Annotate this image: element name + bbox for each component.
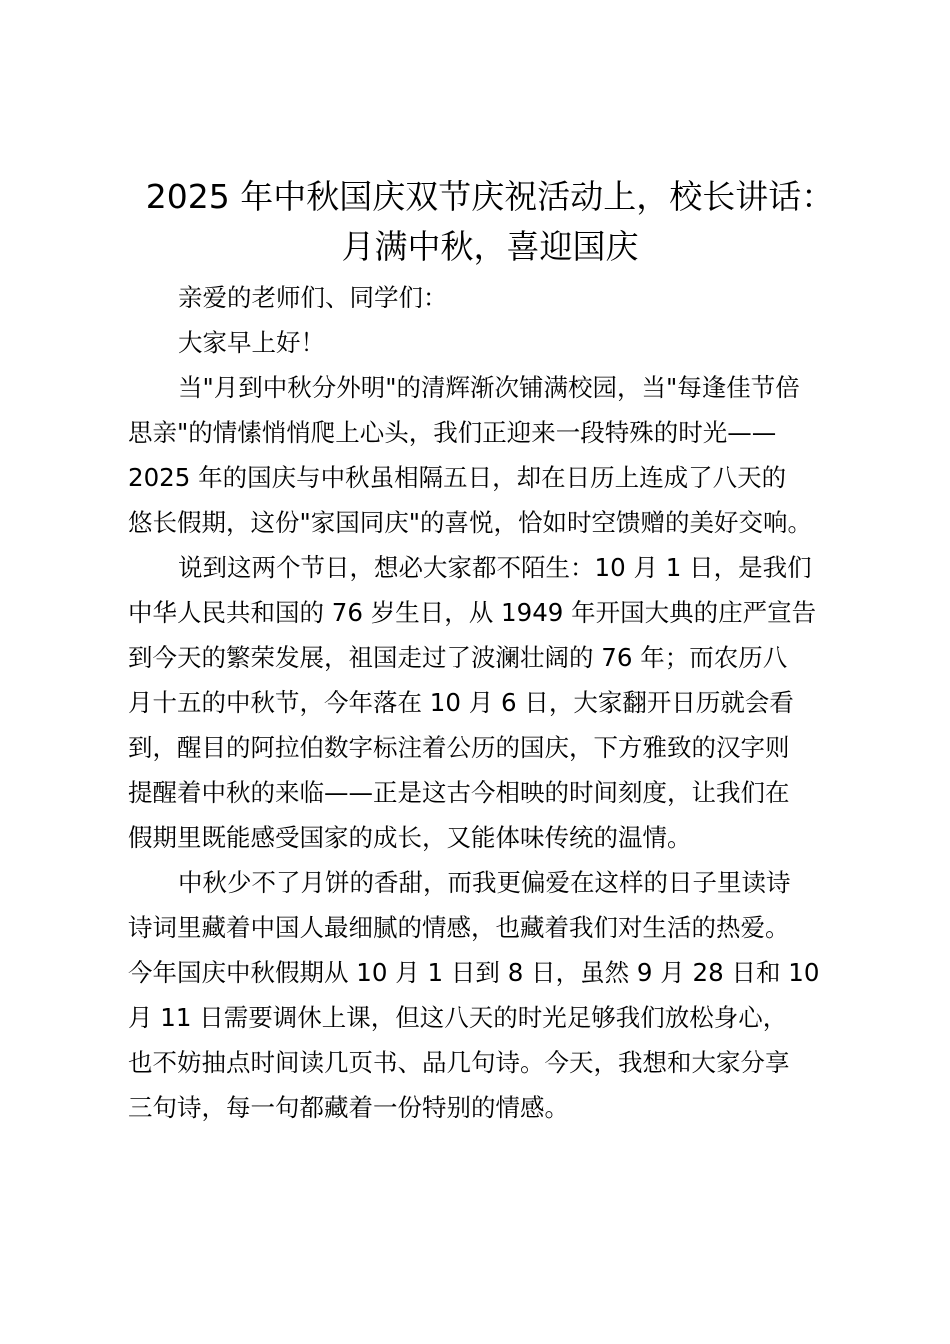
document-title-line-2: 月满中秋，喜迎国庆 bbox=[341, 227, 639, 266]
paragraph-line: 当"月到中秋分外明"的清辉渐次铺满校园，当"每逢佳节倍 bbox=[178, 373, 800, 402]
paragraph-line: 三句诗，每一句都藏着一份特别的情感。 bbox=[128, 1093, 569, 1122]
paragraph-line: 提醒着中秋的来临——正是这古今相映的时间刻度，让我们在 bbox=[128, 778, 790, 807]
paragraph-line: 诗词里藏着中国人最细腻的情感，也藏着我们对生活的热爱。 bbox=[128, 913, 790, 942]
paragraph-line: 到，醒目的阿拉伯数字标注着公历的国庆，下方雅致的汉字则 bbox=[128, 733, 790, 762]
paragraph-line: 2025 年的国庆与中秋虽相隔五日，却在日历上连成了八天的 bbox=[128, 463, 787, 492]
paragraph-line: 也不妨抽点时间读几页书、品几句诗。今天，我想和大家分享 bbox=[128, 1048, 790, 1077]
paragraph-line: 悠长假期，这份"家国同庆"的喜悦，恰如时空馈赠的美好交响。 bbox=[128, 508, 813, 537]
paragraph-line: 月十五的中秋节，今年落在 10 月 6 日，大家翻开日历就会看 bbox=[128, 688, 794, 717]
greeting: 大家早上好！ bbox=[178, 328, 325, 357]
paragraph-line: 思亲"的情愫悄悄爬上心头，我们正迎来一段特殊的时光—— bbox=[128, 418, 777, 447]
paragraph-line: 今年国庆中秋假期从 10 月 1 日到 8 日，虽然 9 月 28 日和 10 bbox=[128, 958, 820, 987]
salutation: 亲爱的老师们、同学们： bbox=[178, 283, 448, 312]
paragraph-line: 到今天的繁荣发展，祖国走过了波澜壮阔的 76 年；而农历八 bbox=[128, 643, 788, 672]
paragraph-line: 中华人民共和国的 76 岁生日，从 1949 年开国大典的庄严宣告 bbox=[128, 598, 817, 627]
paragraph-line: 假期里既能感受国家的成长，又能体味传统的温情。 bbox=[128, 823, 692, 852]
paragraph-line: 说到这两个节日，想必大家都不陌生：10 月 1 日，是我们 bbox=[178, 553, 812, 582]
paragraph-line: 月 11 日需要调休上课，但这八天的时光足够我们放松身心， bbox=[128, 1003, 788, 1032]
paragraph-line: 中秋少不了月饼的香甜，而我更偏爱在这样的日子里读诗 bbox=[178, 868, 791, 897]
document-title-line-1: 2025 年中秋国庆双节庆祝活动上，校长讲话： bbox=[145, 177, 835, 216]
